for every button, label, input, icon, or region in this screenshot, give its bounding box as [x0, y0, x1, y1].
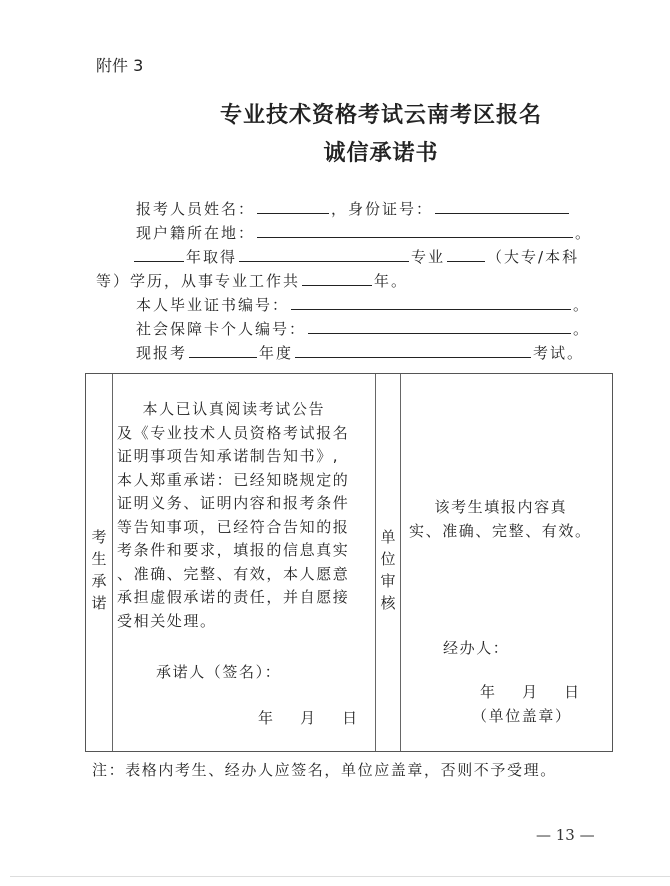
education-row [134, 246, 579, 267]
degree-hint-continued: 等）学历，从事专业工作共 [96, 272, 301, 290]
diploma-number-field[interactable] [291, 295, 571, 310]
apply-year-field[interactable] [189, 343, 257, 358]
divider [112, 374, 113, 751]
commitment-table [85, 373, 613, 752]
unit-seal-label: （单位盖章） [472, 707, 572, 725]
apply-exam-suffix: 考试。 [533, 344, 585, 362]
major-label: 专业 [411, 248, 446, 266]
work-years-field[interactable] [302, 271, 372, 286]
candidate-signature-label: 承诺人（签名）： [156, 663, 282, 681]
social-security-label: 社会保障卡个人编号： [136, 320, 307, 338]
candidate-commitment-text: 本人已认真阅读考试公告 及《专业技术人员资格考试报名 证明事项告知承诺制告知书》, 本人郑重承诺：已经知晓规定的 证明义务、证明内容和报考条件 等告知事项，已经符合告知的报 考条件和要求，填报的信息真实 、准确、完整、有效，本人愿意 承担虚假承诺的责任，并自愿接 受相关处理。 [117, 400, 350, 630]
school-field[interactable] [239, 247, 409, 262]
name-label: 报考人员姓名： [136, 200, 256, 218]
divider [375, 374, 376, 751]
document-title-line1: 专业技术资格考试云南考区报名 [219, 102, 542, 128]
unit-review-text: 该考生填报内容真 实、准确、完整、有效。 [409, 498, 592, 540]
residence-label: 现户籍所在地： [136, 224, 256, 242]
social-security-field[interactable] [308, 319, 571, 334]
period: 。 [575, 224, 593, 242]
handler-label: 经办人： [443, 639, 510, 657]
attachment-label: 附件 3 [96, 56, 144, 75]
work-years-row [96, 270, 408, 291]
residence-field[interactable] [257, 223, 573, 238]
unit-date: 年 月 日 [480, 683, 581, 701]
degree-field[interactable] [447, 247, 485, 262]
page-bottom-divider [10, 876, 670, 877]
candidate-commitment-header: 考生承诺 [91, 528, 107, 612]
diploma-row [136, 294, 590, 315]
graduation-year-field[interactable] [134, 247, 184, 262]
candidate-date: 年 月 日 [258, 709, 359, 727]
exam-name-field[interactable] [295, 343, 531, 358]
degree-hint: （大专/本科 [487, 248, 580, 266]
divider [400, 374, 401, 751]
apply-row [136, 342, 584, 363]
year-obtained-label: 年取得 [186, 248, 238, 266]
diploma-label: 本人毕业证书编号： [136, 296, 290, 314]
period: 。 [573, 296, 591, 314]
apply-prefix: 现报考 [136, 344, 188, 362]
residence-row [136, 222, 592, 243]
page-number: — 13 — [536, 826, 595, 844]
period: 。 [573, 320, 591, 338]
footnote: 注：表格内考生、经办人应签名，单位应盖章，否则不予受理。 [92, 761, 557, 779]
unit-review-header: 单位审核 [380, 528, 396, 612]
name-field[interactable] [257, 199, 329, 214]
document-title-line2: 诚信承诺书 [323, 140, 439, 166]
years-suffix: 年。 [374, 272, 409, 290]
name-id-row [136, 198, 571, 219]
apply-year-label: 年度 [259, 344, 294, 362]
id-label: ，身份证号： [331, 200, 434, 218]
social-security-row [136, 318, 590, 339]
id-number-field[interactable] [435, 199, 569, 214]
